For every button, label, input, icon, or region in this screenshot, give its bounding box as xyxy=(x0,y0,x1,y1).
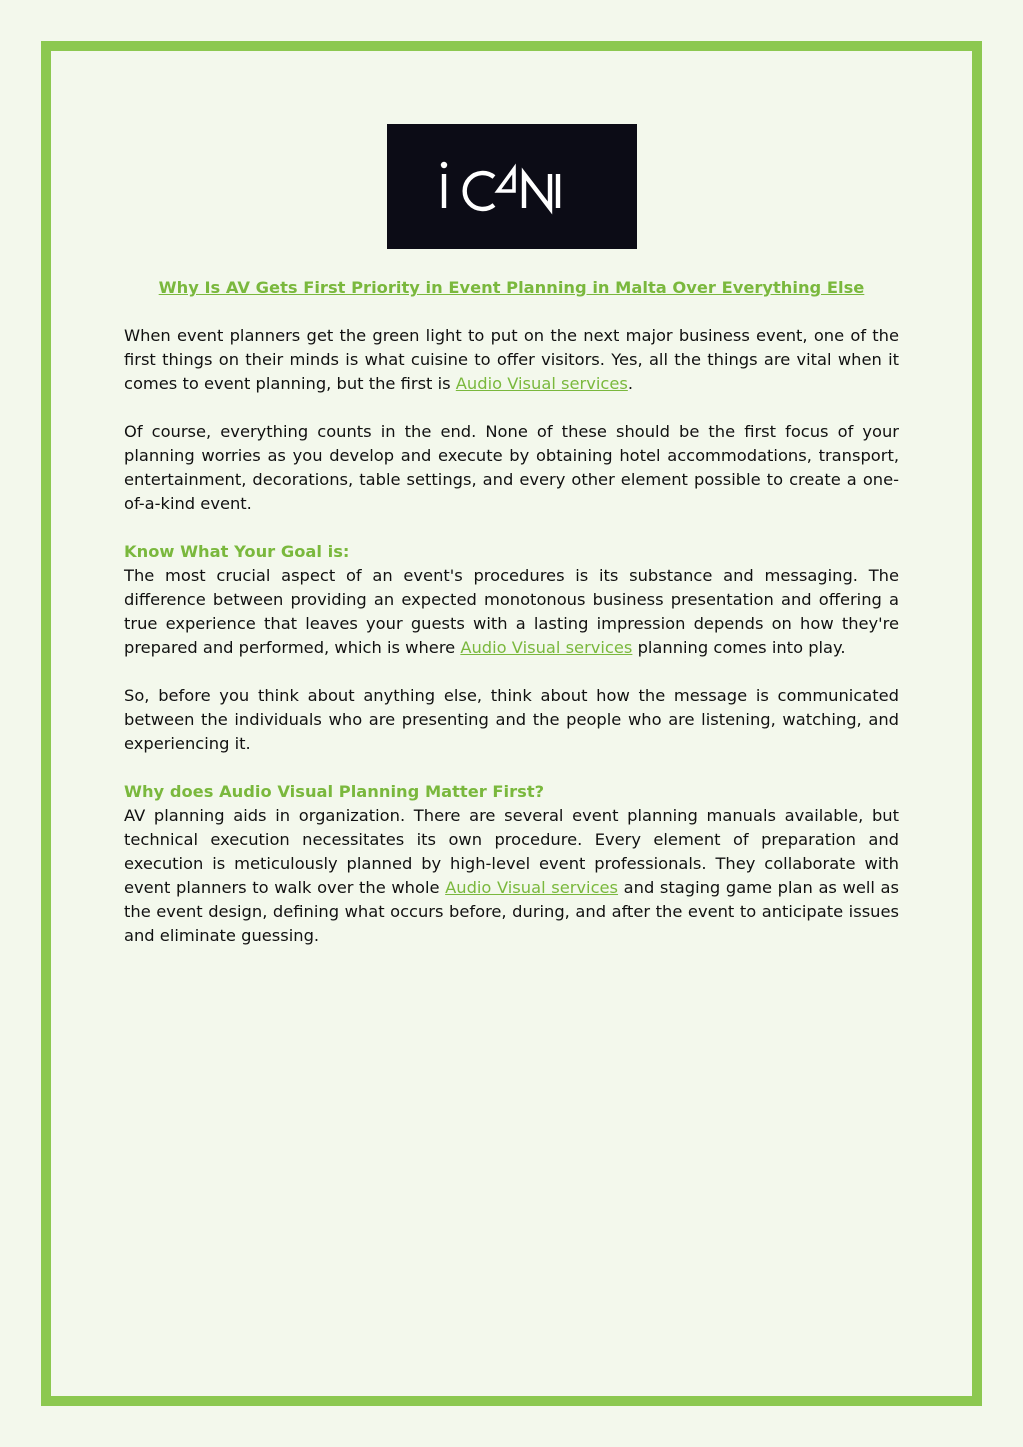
document-body xyxy=(124,276,899,972)
intro-paragraph xyxy=(124,324,899,396)
everything-counts-paragraph: Of course, everything counts in the end. None of these should be the first focus of your planning worries as you develop and execute by obtaining hotel accommodations, transport, entertainment, decorations, table settings, and every other element possible to create a one-of-a-kind event. xyxy=(124,422,899,513)
intro-text: When event planners get the green light to put on the next major business event, one of the first things on their minds is what cuisine to offer visitors. Yes, all the things are vital when it comes to event planning, but the first is xyxy=(124,326,899,393)
why-av-heading: Why does Audio Visual Planning Matter First? xyxy=(124,782,545,801)
audio-visual-services-link-3[interactable]: Audio Visual services xyxy=(445,878,619,897)
av-planning-text: AV planning aids in organization. There are several event planning manuals available, but technical execution necessitates its own procedure. Every element of preparation and execution is meticulously planned by high-level event professionals. They collaborate with event planners to walk over the whole xyxy=(124,806,899,897)
ican-logo xyxy=(387,124,637,249)
ican-logo-mark xyxy=(432,155,592,219)
audio-visual-services-link-1[interactable]: Audio Visual services xyxy=(455,374,628,393)
goal-text: The most crucial aspect of an event's procedures is its substance and messaging. The difference between providing an expected monotonous business presentation and offering a true experience that leaves your guests with a lasting impression depends on how they're prepared and performed, which is where xyxy=(124,566,899,657)
message-paragraph: So, before you think about anything else, think about how the message is communicated between the individuals who are presenting and the people who are listening, watching, and experiencing it. xyxy=(124,686,899,753)
intro-text-end: . xyxy=(627,374,634,393)
av-planning-text-end: and staging game plan as well as the event design, defining what occurs before, during, and after the event to anticipate issues and eliminate guessing. xyxy=(124,878,899,945)
audio-visual-services-link-2[interactable]: Audio Visual services xyxy=(460,638,633,657)
goal-text-end: planning comes into play. xyxy=(632,638,846,657)
goal-heading: Know What Your Goal is: xyxy=(124,542,350,561)
document-title[interactable]: Why Is AV Gets First Priority in Event Planning in Malta Over Everything Else xyxy=(158,278,865,297)
av-planning-paragraph xyxy=(124,804,899,948)
goal-paragraph xyxy=(124,564,899,660)
